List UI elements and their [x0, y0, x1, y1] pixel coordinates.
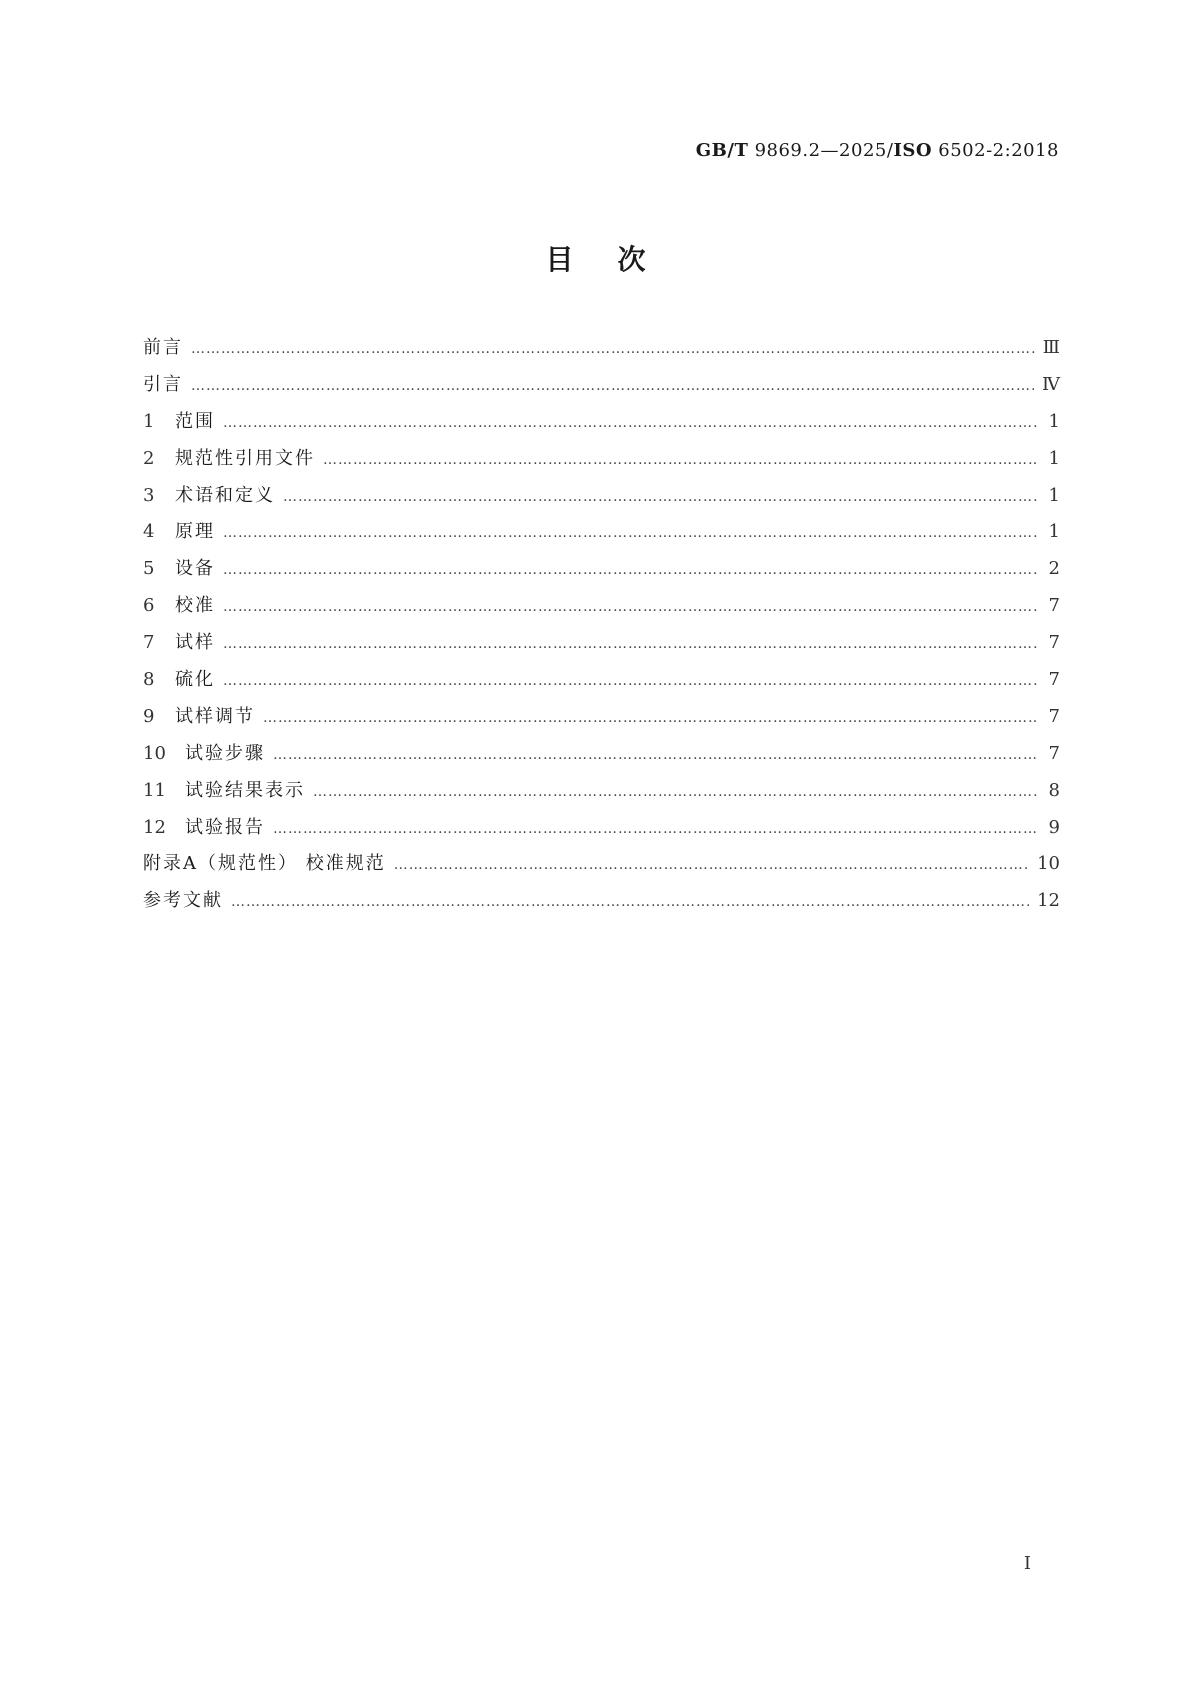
toc-entry-page: Ⅲ	[1042, 337, 1060, 358]
toc-entry-number: 6	[143, 595, 155, 617]
toc-entry-page: 7	[1048, 705, 1060, 727]
toc-leader-dots	[273, 821, 1038, 837]
toc-entry-11[interactable]	[143, 776, 1060, 813]
toc-leader-dots	[263, 710, 1038, 726]
toc-entry-label: 试验结果表示	[185, 779, 305, 801]
toc-entry-label: 规范性引用文件	[175, 447, 315, 469]
toc-entry-number: 8	[143, 669, 155, 691]
toc-entry-2[interactable]	[143, 444, 1060, 481]
toc-leader-dots	[223, 599, 1038, 615]
toc-entry-label: 试样	[175, 632, 215, 654]
toc-entry-number: 12	[143, 816, 166, 838]
toc-entry-9[interactable]	[143, 702, 1060, 739]
toc-leader-dots	[223, 525, 1038, 541]
toc-entry-page: 2	[1048, 558, 1060, 580]
toc-entry-label: 术语和定义	[175, 484, 275, 506]
toc-leader-dots	[283, 489, 1038, 505]
toc-entry-label: 引言	[143, 373, 183, 395]
toc-entry-page: 1	[1048, 447, 1060, 469]
toc-entry-number: 1	[143, 410, 155, 432]
toc-entry-label: 附录A（规范性） 校准规范	[143, 853, 386, 875]
toc-entry-page: 1	[1048, 521, 1060, 543]
toc-leader-dots	[231, 894, 1029, 910]
toc-leader-dots	[223, 636, 1038, 652]
toc-entry-number: 5	[143, 558, 155, 580]
toc-entry-10[interactable]	[143, 739, 1060, 776]
toc-entry-page: 10	[1037, 853, 1060, 875]
toc-leader-dots	[323, 452, 1038, 468]
toc-entry-1[interactable]	[143, 407, 1060, 444]
standard-gb-number: 9869.2—2025/	[754, 140, 894, 161]
standard-gb-prefix: GB/T	[695, 140, 749, 161]
toc-entry-page: 1	[1048, 410, 1060, 432]
toc-leader-dots	[394, 857, 1029, 873]
toc-entry-page: 1	[1048, 484, 1060, 506]
toc-entry-page: 12	[1037, 890, 1060, 912]
toc-entry-4[interactable]	[143, 517, 1060, 554]
toc-leader-dots	[223, 562, 1038, 578]
toc-entry-page: 7	[1048, 632, 1060, 654]
toc-entry-number: 3	[143, 484, 155, 506]
page-title: 目次	[545, 243, 690, 276]
toc-entry-page: Ⅳ	[1042, 373, 1060, 395]
toc-entry-page: 7	[1048, 669, 1060, 691]
toc-entry-number: 11	[143, 779, 166, 801]
toc-entry-number: 2	[143, 447, 155, 469]
toc-entry-foreword[interactable]	[143, 333, 1060, 370]
toc-leader-dots	[273, 747, 1038, 763]
toc-entry-6[interactable]	[143, 591, 1060, 628]
toc-entry-introduction[interactable]	[143, 370, 1060, 407]
toc-entry-7[interactable]	[143, 628, 1060, 665]
toc-entry-page: 7	[1048, 595, 1060, 617]
table-of-contents	[143, 333, 1060, 923]
toc-entry-label: 前言	[143, 337, 183, 358]
toc-entry-3[interactable]	[143, 481, 1060, 518]
toc-entry-label: 设备	[175, 558, 215, 580]
toc-leader-dots	[313, 784, 1038, 800]
toc-leader-dots	[191, 341, 1035, 357]
toc-entry-number: 10	[143, 742, 166, 764]
toc-entry-number: 7	[143, 632, 155, 654]
toc-entry-8[interactable]	[143, 665, 1060, 702]
toc-entry-label: 硫化	[175, 669, 215, 691]
standard-iso-prefix: ISO	[893, 140, 933, 161]
toc-entry-5[interactable]	[143, 554, 1060, 591]
toc-entry-label: 校准	[175, 595, 215, 617]
toc-entry-12[interactable]	[143, 813, 1060, 850]
toc-leader-dots	[223, 415, 1038, 431]
standard-iso-number: 6502-2:2018	[938, 140, 1059, 161]
toc-entry-page: 8	[1048, 779, 1060, 801]
toc-entry-label: 范围	[175, 410, 215, 432]
toc-entry-number: 4	[143, 521, 155, 543]
toc-leader-dots	[223, 673, 1038, 689]
toc-entry-label: 试验报告	[185, 816, 265, 838]
toc-entry-bibliography[interactable]	[143, 886, 1060, 923]
toc-leader-dots	[191, 378, 1034, 394]
toc-entry-annex-a[interactable]	[143, 849, 1060, 886]
toc-entry-label: 参考文献	[143, 890, 223, 912]
page-number: Ⅰ	[1023, 1553, 1031, 1574]
toc-entry-label: 原理	[175, 521, 215, 543]
toc-entry-label: 试样调节	[175, 705, 255, 727]
toc-entry-number: 9	[143, 705, 155, 727]
standard-number	[696, 140, 1059, 161]
toc-entry-label: 试验步骤	[185, 742, 265, 764]
toc-entry-page: 7	[1048, 742, 1060, 764]
toc-entry-page: 9	[1048, 816, 1060, 838]
